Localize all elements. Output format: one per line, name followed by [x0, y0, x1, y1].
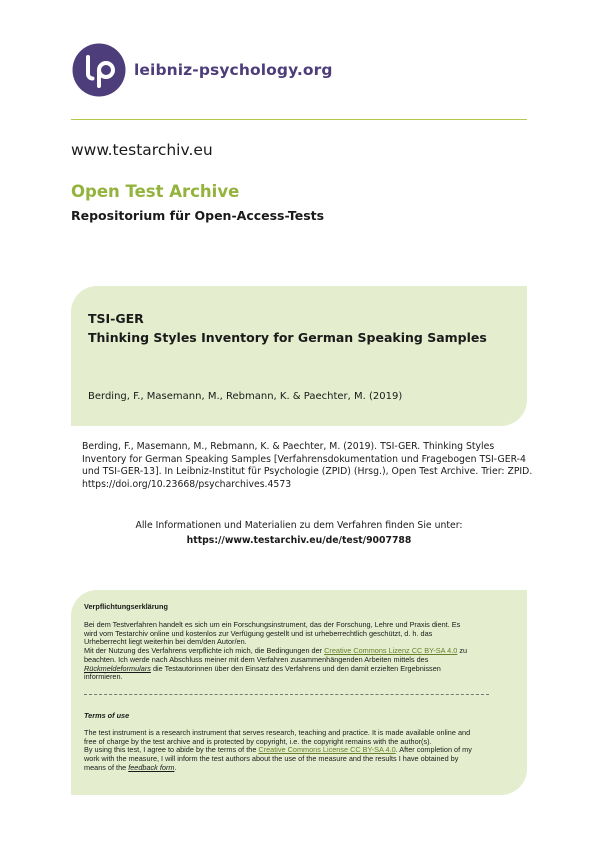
terms-en-text: means of the: [84, 762, 129, 772]
terms-en-text: By using this test, I agree to abide by the terms of the: [84, 745, 259, 755]
terms-en-line: [84, 764, 516, 773]
test-authors: Berding, F., Masemann, M., Rebmann, K. & Paechter, M. (2019): [88, 391, 403, 402]
terms-en-text: .: [174, 762, 177, 772]
terms-en-body: [84, 729, 516, 773]
info-text: Alle Informationen und Materialien zu dem Verfahren finden Sie unter:: [135, 520, 463, 531]
citation-line: und TSI-GER-13]. In Leibniz-Institut für Psychologie (ZPID) (Hrsg.), Open Test Archive. Trier: ZPID.: [82, 466, 533, 478]
terms-de-line: beachten. Ich werde nach Abschluss meiner mit dem Verfahren zusammenhängenden Arbeiten mittels des: [84, 654, 429, 664]
terms-de-line: wird vom Testarchiv online und kostenlos zur Verfügung gestellt und ist urheberrechtlich geschützt, d. h. das: [84, 628, 433, 638]
header-divider: [71, 119, 527, 120]
leibniz-lp-logo-icon: [71, 42, 127, 98]
citation-line: Inventory for German Speaking Samples [Verfahrensdokumentation und Fragebogen TSI-GER-4: [82, 453, 526, 465]
test-url-link[interactable]: https://www.testarchiv.eu/de/test/9007788: [186, 535, 412, 546]
citation: [82, 441, 533, 491]
brand-name: leibniz-psychology.org: [134, 61, 333, 79]
terms-de-line: informieren.: [84, 672, 123, 682]
terms-en-line: work with the measure, I will inform the test authors about the use of the measure and the results I have obtained by: [84, 754, 459, 764]
terms-en-text: . After completion of my: [395, 745, 472, 755]
terms-en-section: [84, 712, 516, 721]
test-title: Thinking Styles Inventory for German Speaking Samples: [88, 330, 487, 345]
cc-license-en-link[interactable]: Creative Commons License CC BY-SA 4.0: [258, 745, 396, 755]
terms-de-text: zu: [457, 646, 468, 656]
terms-en-line: The test instrument is a research instrument that serves research, teaching and practice. It is made available online and: [84, 728, 471, 737]
terms-de-heading: Verpflichtungserklärung: [84, 602, 168, 611]
feedback-form-de-link[interactable]: Rückmeldeformulars: [84, 663, 151, 673]
terms-de-text: Mit der Nutzung des Verfahrens verpflichte ich mich, die Bedingungen der: [84, 646, 325, 656]
site-url[interactable]: www.testarchiv.eu: [71, 141, 213, 159]
test-code: TSI-GER: [88, 311, 144, 326]
archive-title: Open Test Archive: [71, 182, 240, 201]
terms-divider: [84, 694, 489, 695]
terms-de-line: Bei dem Testverfahren handelt es sich um ein Forschungsinstrument, das der Forschung, Lehre und Praxis dient. Es: [84, 620, 461, 629]
terms-en-line: free of charge by the test archive and is protected by copyright, i.e. the copyright remains with the author(s).: [84, 736, 432, 746]
citation-line: Berding, F., Masemann, M., Rebmann, K. & Paechter, M. (2019). TSI-GER. Thinking Styles: [82, 441, 495, 452]
terms-de-section: [84, 603, 516, 612]
cc-license-de-link[interactable]: Creative Commons Lizenz CC BY-SA 4.0: [324, 646, 458, 656]
feedback-form-en-link[interactable]: feedback form: [128, 762, 175, 772]
terms-de-text: die Testautorinnen über den Einsatz des Verfahrens und den damit erzielten Ergebnissen: [150, 663, 441, 673]
terms-de-line: Urheberrecht liegt weiterhin bei dem/den Autor/en.: [84, 637, 247, 647]
archive-subtitle: Repositorium für Open-Access-Tests: [71, 208, 325, 223]
test-title-box: [71, 286, 527, 426]
terms-de-line: [84, 665, 516, 674]
citation-doi-link[interactable]: https://doi.org/10.23668/psycharchives.4573: [82, 478, 292, 490]
terms-en-heading: Terms of use: [84, 711, 130, 720]
terms-de-body: [84, 621, 516, 682]
